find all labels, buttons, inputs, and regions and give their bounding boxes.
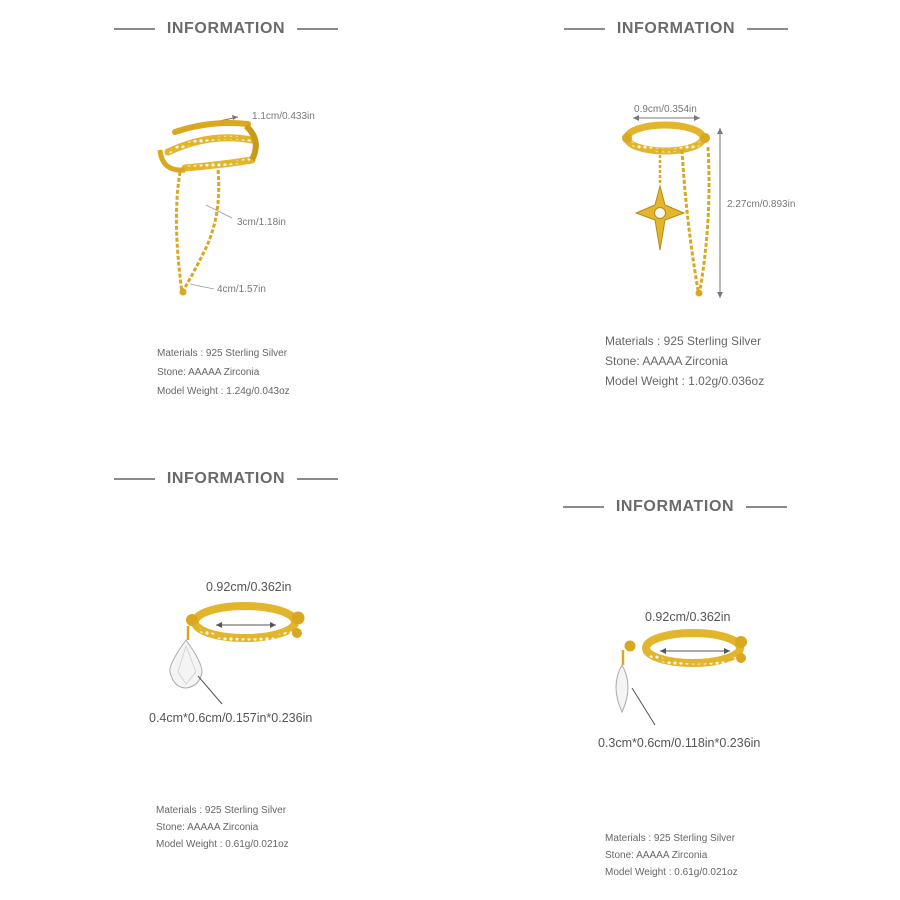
stone-size-label: 0.3cm*0.6cm/0.118in*0.236in — [598, 736, 761, 750]
weight-text: Model Weight : 1.02g/0.036oz — [605, 374, 765, 388]
product-panel-2 — [450, 0, 900, 450]
materials-text: Materials : 925 Sterling Silver — [157, 348, 288, 359]
product-panel-1 — [0, 0, 450, 450]
product-specs — [605, 331, 764, 391]
materials-text: Materials : 925 Sterling Silver — [156, 805, 287, 816]
heading-text: INFORMATION — [166, 20, 286, 37]
weight-text: Model Weight : 0.61g/0.021oz — [605, 867, 738, 878]
materials-text: Materials : 925 Sterling Silver — [605, 833, 736, 844]
heading-text: INFORMATION — [616, 20, 736, 37]
stone-text: Stone: AAAAA Zirconia — [156, 822, 259, 833]
product-panel-4 — [450, 450, 900, 900]
weight-text: Model Weight : 1.24g/0.043oz — [157, 386, 290, 397]
heading-text: INFORMATION — [615, 498, 735, 515]
stone-text: Stone: AAAAA Zirconia — [605, 354, 728, 368]
weight-text: Model Weight : 0.61g/0.021oz — [156, 839, 289, 850]
heading-text: INFORMATION — [166, 470, 286, 487]
length-dimension-label: 2.27cm/0.893in — [727, 199, 796, 210]
short-chain-length-label: 3cm/1.18in — [237, 217, 286, 228]
width-dimension-label: 1.1cm/0.433in — [252, 111, 315, 122]
materials-text: Materials : 925 Sterling Silver — [605, 334, 762, 348]
product-panel-3 — [0, 450, 450, 900]
product-specs — [605, 830, 738, 881]
long-chain-length-label: 4cm/1.57in — [217, 284, 266, 295]
stone-text: Stone: AAAAA Zirconia — [157, 367, 260, 378]
product-specs — [157, 344, 290, 401]
width-dimension-label: 0.92cm/0.362in — [206, 580, 292, 594]
width-dimension-label: 0.92cm/0.362in — [645, 610, 731, 624]
stone-text: Stone: AAAAA Zirconia — [605, 850, 708, 861]
stone-size-label: 0.4cm*0.6cm/0.157in*0.236in — [149, 711, 313, 725]
width-dimension-label: 0.9cm/0.354in — [634, 104, 697, 115]
product-specs — [156, 802, 289, 853]
